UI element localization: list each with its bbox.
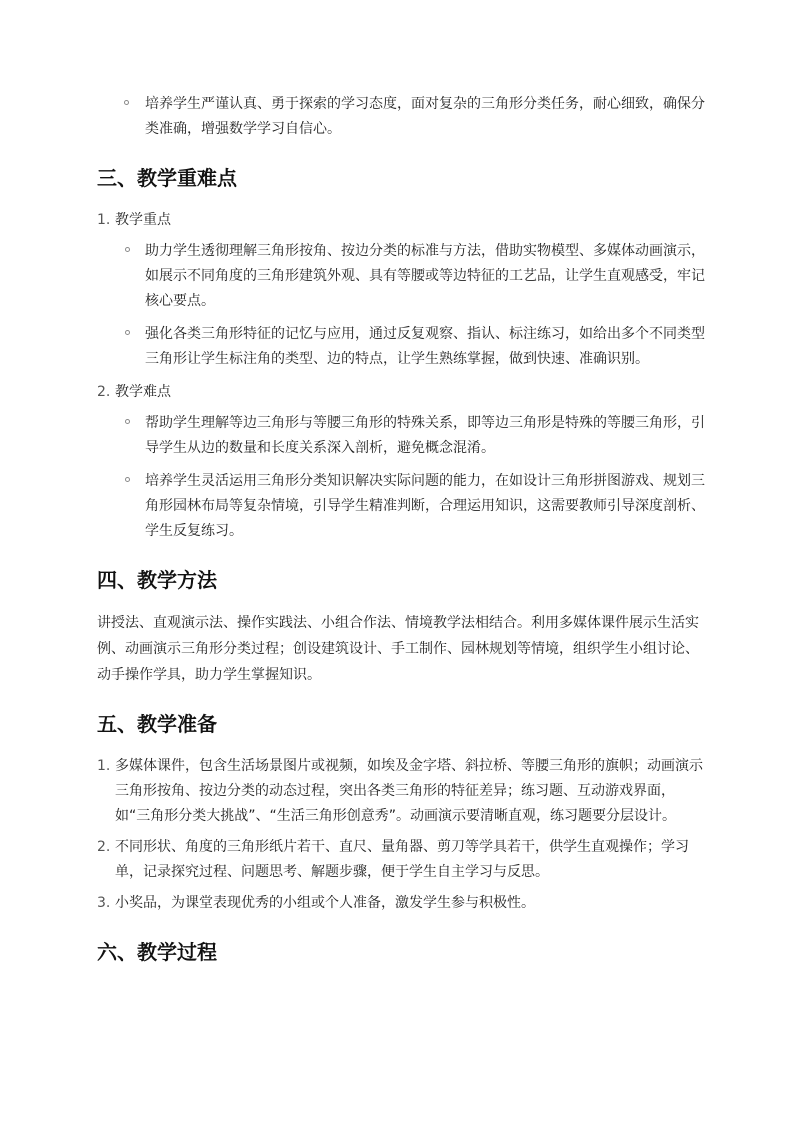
numbered-item: [97, 380, 707, 544]
item-text: 小奖品，为课堂表现优秀的小组或个人准备，激发学生参与积极性。: [115, 895, 535, 911]
item-text: 多媒体课件，包含生活场景图片或视频，如埃及金字塔、斜拉桥、等腰三角形的旗帜；动画演示三角形按角、按边分类的动态过程，突出各类三角形的特征差异；练习题、互动游戏界面，如“三角形分类大挑战”、“生活三角形创意秀”。动画演示要清晰直观，练习题要分层设计。: [115, 758, 703, 824]
section-heading-4: 四、教学方法: [97, 568, 217, 592]
item-label: 教学重点: [115, 212, 171, 228]
item-text: 不同形状、角度的三角形纸片若干、直尺、量角器、剪刀等学具若干，供学生直观操作；学习单，记录探究过程、问题思考、解题步骤，便于学生自主学习与反思。: [115, 839, 689, 880]
bullet-text: 强化各类三角形特征的记忆与应用，通过反复观察、指认、标注练习，如给出多个不同类型三角形让学生标注角的类型、边的特点，让学生熟练掌握，做到快速、准确识别。: [145, 326, 705, 367]
sub-list: [115, 239, 707, 372]
list-item: [115, 411, 707, 461]
numbered-item: [97, 208, 707, 372]
bullet-icon: [124, 100, 129, 105]
section-heading-3: 三、教学重难点: [97, 166, 237, 190]
list-item: [115, 239, 707, 314]
list-item: [115, 469, 707, 544]
item-label: 教学难点: [115, 384, 171, 400]
list-item: [97, 92, 707, 142]
document-page: [97, 92, 707, 982]
bullet-text: 助力学生透彻理解三角形按角、按边分类的标准与方法，借助实物模型、多媒体动画演示，如展示不同角度的三角形建筑外观、具有等腰或等边特征的工艺品，让学生直观感受，牢记核心要点。: [145, 243, 705, 309]
item-number: 1.: [97, 758, 111, 774]
item-number: 3.: [97, 895, 111, 911]
section-heading-6: 六、教学过程: [97, 940, 217, 964]
section-paragraph: 讲授法、直观演示法、操作实践法、小组合作法、情境教学法相结合。利用多媒体课件展示生活实例、动画演示三角形分类过程；创设建筑设计、手工制作、园林规划等情境，组织学生小组讨论、动手操作学具，助力学生掌握知识。: [97, 615, 699, 683]
bullet-icon: [125, 247, 130, 252]
item-number: 2.: [97, 384, 111, 400]
item-number: 2.: [97, 839, 111, 855]
bullet-icon: [125, 330, 130, 335]
numbered-item: [97, 891, 707, 916]
sub-list: [115, 411, 707, 544]
bullet-text: 帮助学生理解等边三角形与等腰三角形的特殊关系，即等边三角形是特殊的等腰三角形，引导学生从边的数量和长度关系深入剖析，避免概念混淆。: [145, 415, 705, 456]
item-number: 1.: [97, 212, 111, 228]
section-heading-5: 五、教学准备: [97, 712, 217, 736]
bullet-text: 培养学生严谨认真、勇于探索的学习态度，面对复杂的三角形分类任务，耐心细致，确保分类准确，增强数学学习自信心。: [145, 96, 705, 137]
numbered-item: [97, 835, 707, 885]
numbered-item: [97, 754, 707, 829]
bullet-text: 培养学生灵活运用三角形分类知识解决实际问题的能力，在如设计三角形拼图游戏、规划三角形园林布局等复杂情境，引导学生精准判断，合理运用知识，这需要教师引导深度剖析、学生反复练习。: [145, 473, 705, 539]
list-item: [115, 322, 707, 372]
bullet-icon: [125, 419, 130, 424]
bullet-icon: [125, 477, 130, 482]
